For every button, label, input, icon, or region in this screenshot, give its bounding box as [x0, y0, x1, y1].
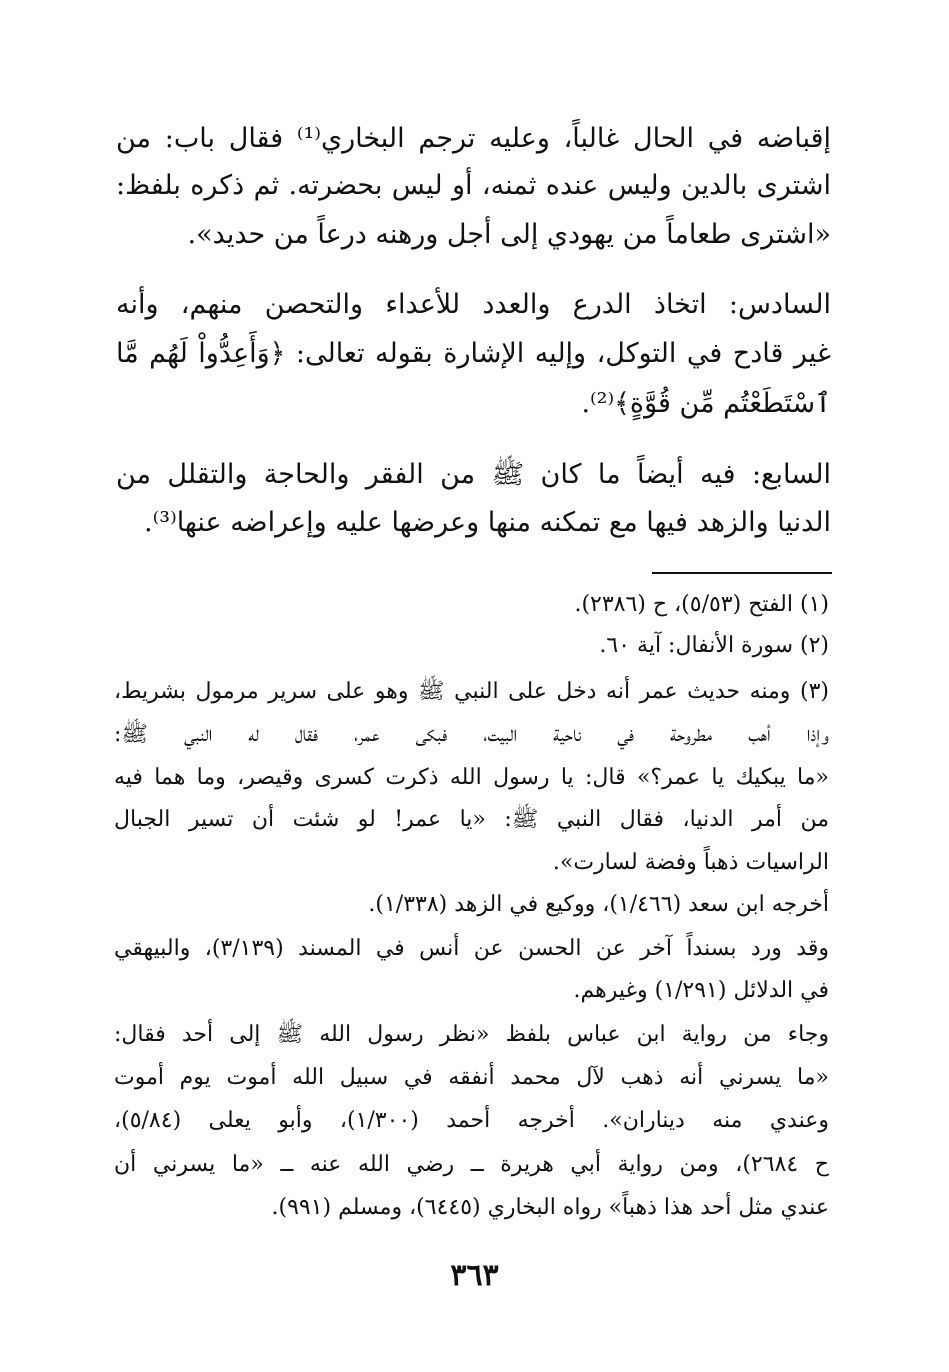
- footnote-line: وقد ورد بسنداً آخر عن الحسن عن أنس في المسند (٣/١٣٩)، والبيهقي: [114, 936, 829, 961]
- page-number: ٣٦٣: [450, 1258, 499, 1293]
- main-text-line: «اشترى طعاماً من يهودي إلى أجل ورهنه درعاً من حديد».: [187, 219, 831, 250]
- main-text-line: الدنيا والزهد فيها مع تمكنه منها وعرضها عليه وإعراضه عنها⁽³⁾.: [144, 507, 831, 538]
- footnote-line: وعندي منه ديناران». أخرجه أحمد (١/٣٠٠)، وأبو يعلى (٥/٨٤)،: [114, 1108, 829, 1133]
- footnote-line: «ما يسرني أنه ذهب لآل محمد أنفقه في سبيل الله أموت يوم أموت: [114, 1065, 829, 1090]
- footnote-line: (١) الفتح (٥/٥٣)، ح (٢٣٨٦).: [574, 592, 829, 617]
- footnote-line: من أمر الدنيا، فقال النبي ﷺ: «يا عمر! لو شئت أن تسير الجبال: [114, 807, 829, 832]
- footnote-line: وإذا أهب مطروحة في ناحية البيت، فبكى عمر، فقال له النبي ﷺ:: [114, 722, 829, 747]
- footnote-line: (٢) سورة الأنفال: آية ٦٠.: [599, 633, 829, 658]
- main-text-line: غير قادح في التوكل، وإليه الإشارة بقوله تعالى: ﴿وَأَعِدُّواْ لَهُم مَّا: [116, 338, 831, 369]
- footnote-line: وجاء من رواية ابن عباس بلفظ «نظر رسول الله ﷺ إلى أحد فقال:: [114, 1022, 829, 1047]
- footnote-divider: [652, 572, 832, 574]
- main-text-line: السابع: فيه أيضاً ما كان ﷺ من الفقر والحاجة والتقلل من: [116, 459, 831, 490]
- footnote-line: عندي مثل أحد هذا ذهباً» رواه البخاري (٦٤٤٥)، ومسلم (٩٩١).: [271, 1195, 829, 1220]
- footnote-line: ح ٢٦٨٤)، ومن رواية أبي هريرة ــ رضي الله عنه ــ «ما يسرني أن: [114, 1152, 829, 1177]
- main-text-line: اشترى بالدين وليس عنده ثمنه، أو ليس بحضرته. ثم ذكره بلفظ:: [116, 170, 831, 201]
- footnote-line: أخرجه ابن سعد (١/٤٦٦)، ووكيع في الزهد (١/٣٣٨).: [368, 892, 829, 917]
- main-text-line: ٱسْتَطَعْتُم مِّن قُوَّةٍ﴾⁽²⁾.: [581, 388, 831, 419]
- footnote-line: (٣) ومنه حديث عمر أنه دخل على النبي ﷺ وهو على سرير مرمول بشريط،: [114, 679, 829, 704]
- main-text-line: إقباضه في الحال غالباً، وعليه ترجم البخاري⁽¹⁾ فقال باب: من: [116, 123, 831, 154]
- footnote-line: «ما يبكيك يا عمر؟» قال: يا رسول الله ذكرت كسرى وقيصر، وما هما فيه: [114, 765, 829, 790]
- footnote-line: في الدلائل (١/٢٩١) وغيرهم.: [573, 978, 829, 1003]
- main-text-line: السادس: اتخاذ الدرع والعدد للأعداء والتحصن منهم، وأنه: [116, 289, 831, 320]
- footnote-line: الراسيات ذهباً وفضة لسارت».: [552, 850, 829, 875]
